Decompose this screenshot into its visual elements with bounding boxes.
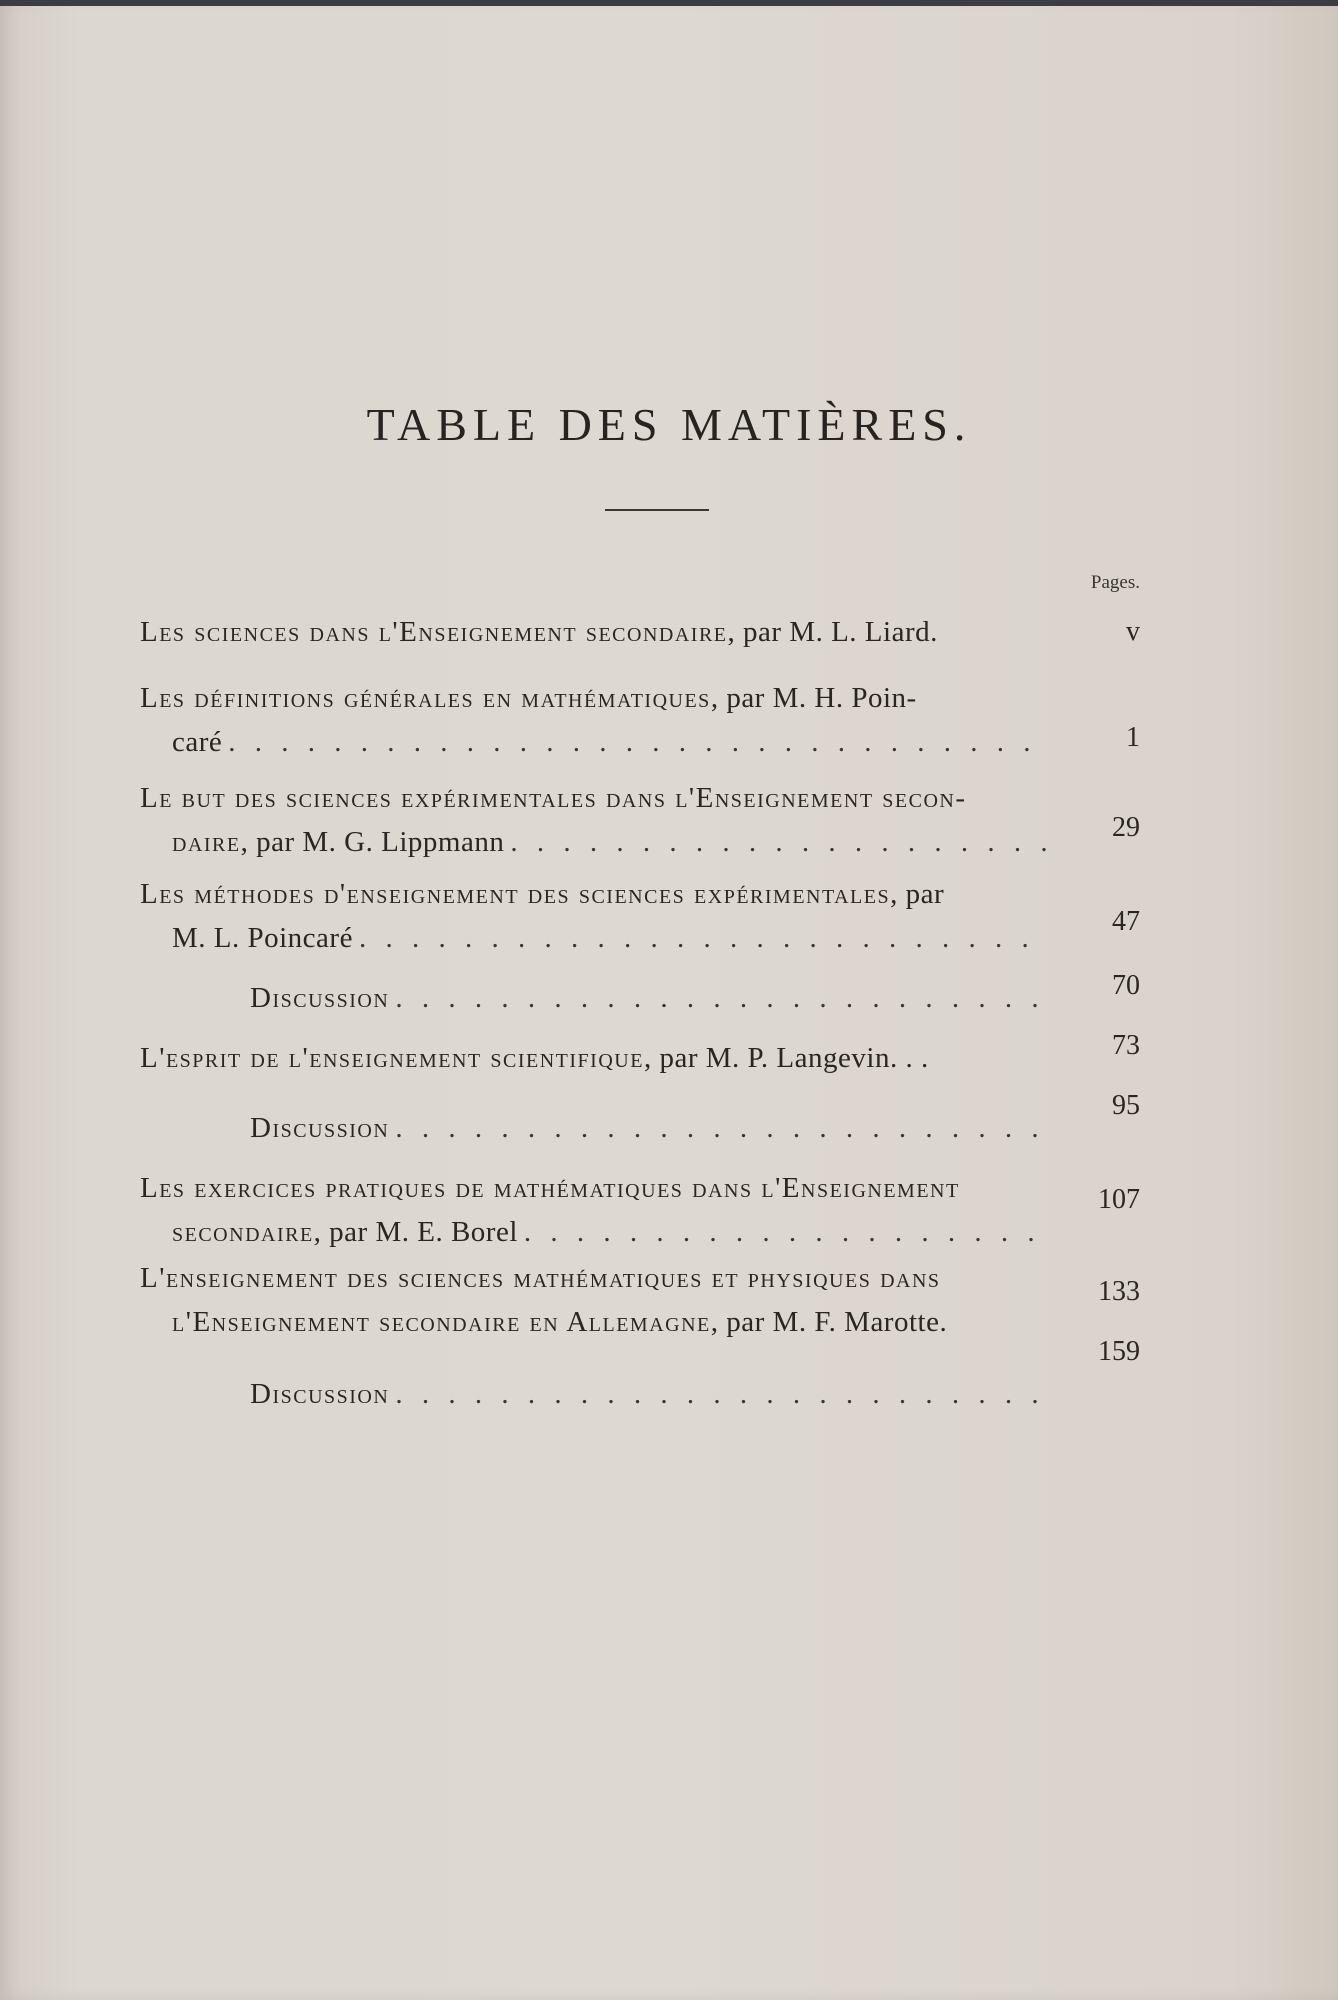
toc-entry-discussion-3 (140, 1372, 1052, 1416)
leader-dots (524, 1210, 1046, 1254)
toc-entry-marotte (140, 1256, 1052, 1344)
entry-title: L'esprit de l'enseignement scientifique (140, 1042, 644, 1074)
toc-entry-poincare-l (140, 872, 1052, 960)
leader-dots (228, 720, 1046, 764)
entry-title: Les méthodes d'enseignement des sciences expérimentales (140, 878, 891, 910)
leader-dots (359, 916, 1046, 960)
page-number: 107 (1098, 1184, 1140, 1215)
page-number: 95 (1112, 1090, 1140, 1121)
entry-title: Discussion (250, 982, 390, 1014)
entry-title: Discussion (250, 1112, 390, 1144)
page-number: 73 (1112, 1030, 1140, 1061)
entry-author-cont: M. L. Poincaré (172, 922, 353, 954)
toc-entry-borel (140, 1166, 1052, 1254)
page-number: 1 (1126, 722, 1140, 753)
toc-entry-poincare-h (140, 676, 1052, 764)
entry-author: , par (890, 878, 945, 910)
entry-author-cont: caré (172, 726, 223, 758)
entry-author: , par M. E. Borel (313, 1216, 518, 1248)
toc-entry-discussion-1 (140, 976, 1052, 1020)
entry-title: Les exercices pratiques de mathématiques dans l'Enseignement (140, 1172, 960, 1204)
leader-dots (510, 820, 1046, 864)
entry-title: Discussion (250, 1378, 390, 1410)
leader-dots (395, 976, 1046, 1020)
entry-title: Le but des sciences expérimentales dans l'Enseignement secon- (140, 782, 967, 814)
entry-title-cont: l'Enseignement secondaire en Allemagne (172, 1306, 711, 1338)
entry-title-cont: daire (172, 826, 241, 858)
entry-title: Les définitions générales en mathématiques (140, 682, 711, 714)
toc-entry-discussion-2 (140, 1106, 1052, 1150)
page-number: 29 (1112, 812, 1140, 843)
entry-author: , par M. P. Langevin. . . (643, 1042, 929, 1074)
leader-dots (395, 1106, 1046, 1150)
title-divider (605, 509, 709, 511)
page-number: 159 (1098, 1336, 1140, 1367)
toc-entry-liard (140, 610, 1052, 654)
page-number: 70 (1112, 970, 1140, 1001)
leader-dots (395, 1372, 1046, 1416)
page-number: 133 (1098, 1276, 1140, 1307)
entry-title-cont: secondaire (172, 1216, 314, 1248)
entry-title: Les sciences dans l'Enseignement secondaire (140, 616, 728, 648)
toc-entry-langevin (140, 1036, 1052, 1080)
page-number: 47 (1112, 906, 1140, 937)
toc-entry-lippmann (140, 776, 1052, 864)
entry-author: , par M. G. Lippmann (240, 826, 505, 858)
entry-title: L'enseignement des sciences mathématiques et physiques dans (140, 1262, 941, 1294)
entry-author: , par M. F. Marotte. (710, 1306, 948, 1338)
entry-author: , par M. L. Liard. (727, 616, 938, 648)
page-title: TABLE DES MATIÈRES. (366, 399, 972, 450)
pages-column-label: Pages. (1090, 572, 1140, 593)
entry-author: , par M. H. Poin- (710, 682, 917, 714)
page-top-edge (0, 0, 1338, 6)
page-number: v (1126, 616, 1140, 647)
